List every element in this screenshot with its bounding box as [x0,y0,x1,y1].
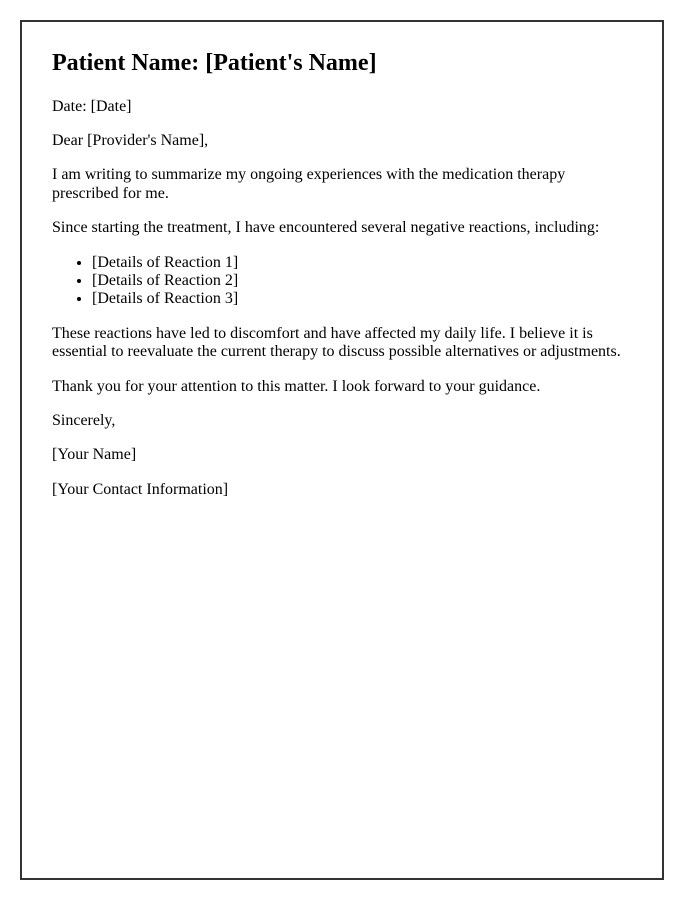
intro-paragraph: I am writing to summarize my ongoing experiences with the medication therapy prescribed for me. [52,166,566,202]
reaction-item: • [Details of Reaction 1] [92,254,632,272]
impact-paragraph: These reactions have led to discomfort and have affected my daily life. I believe it is essential to reevaluate the current therapy to discuss possible alternatives or adjustments. [52,324,621,361]
reactions-list [52,254,632,309]
signature-name: [Your Name] [52,446,137,464]
patient-name-heading: Patient Name: [Patient's Name] [52,50,377,76]
reaction-item: • [Details of Reaction 2] [92,272,632,290]
letter-document [20,20,664,880]
signature-contact: [Your Contact Information] [52,480,229,498]
thanks-paragraph: Thank you for your attention to this matter. I look forward to your guidance. [52,377,541,395]
salutation: Dear [Provider's Name], [52,131,209,149]
closing: Sincerely, [52,411,116,429]
reactions-lead: Since starting the treatment, I have encountered several negative reactions, including: [52,219,600,237]
date-line: Date: [Date] [52,97,132,115]
reaction-item: • [Details of Reaction 3] [92,290,632,308]
